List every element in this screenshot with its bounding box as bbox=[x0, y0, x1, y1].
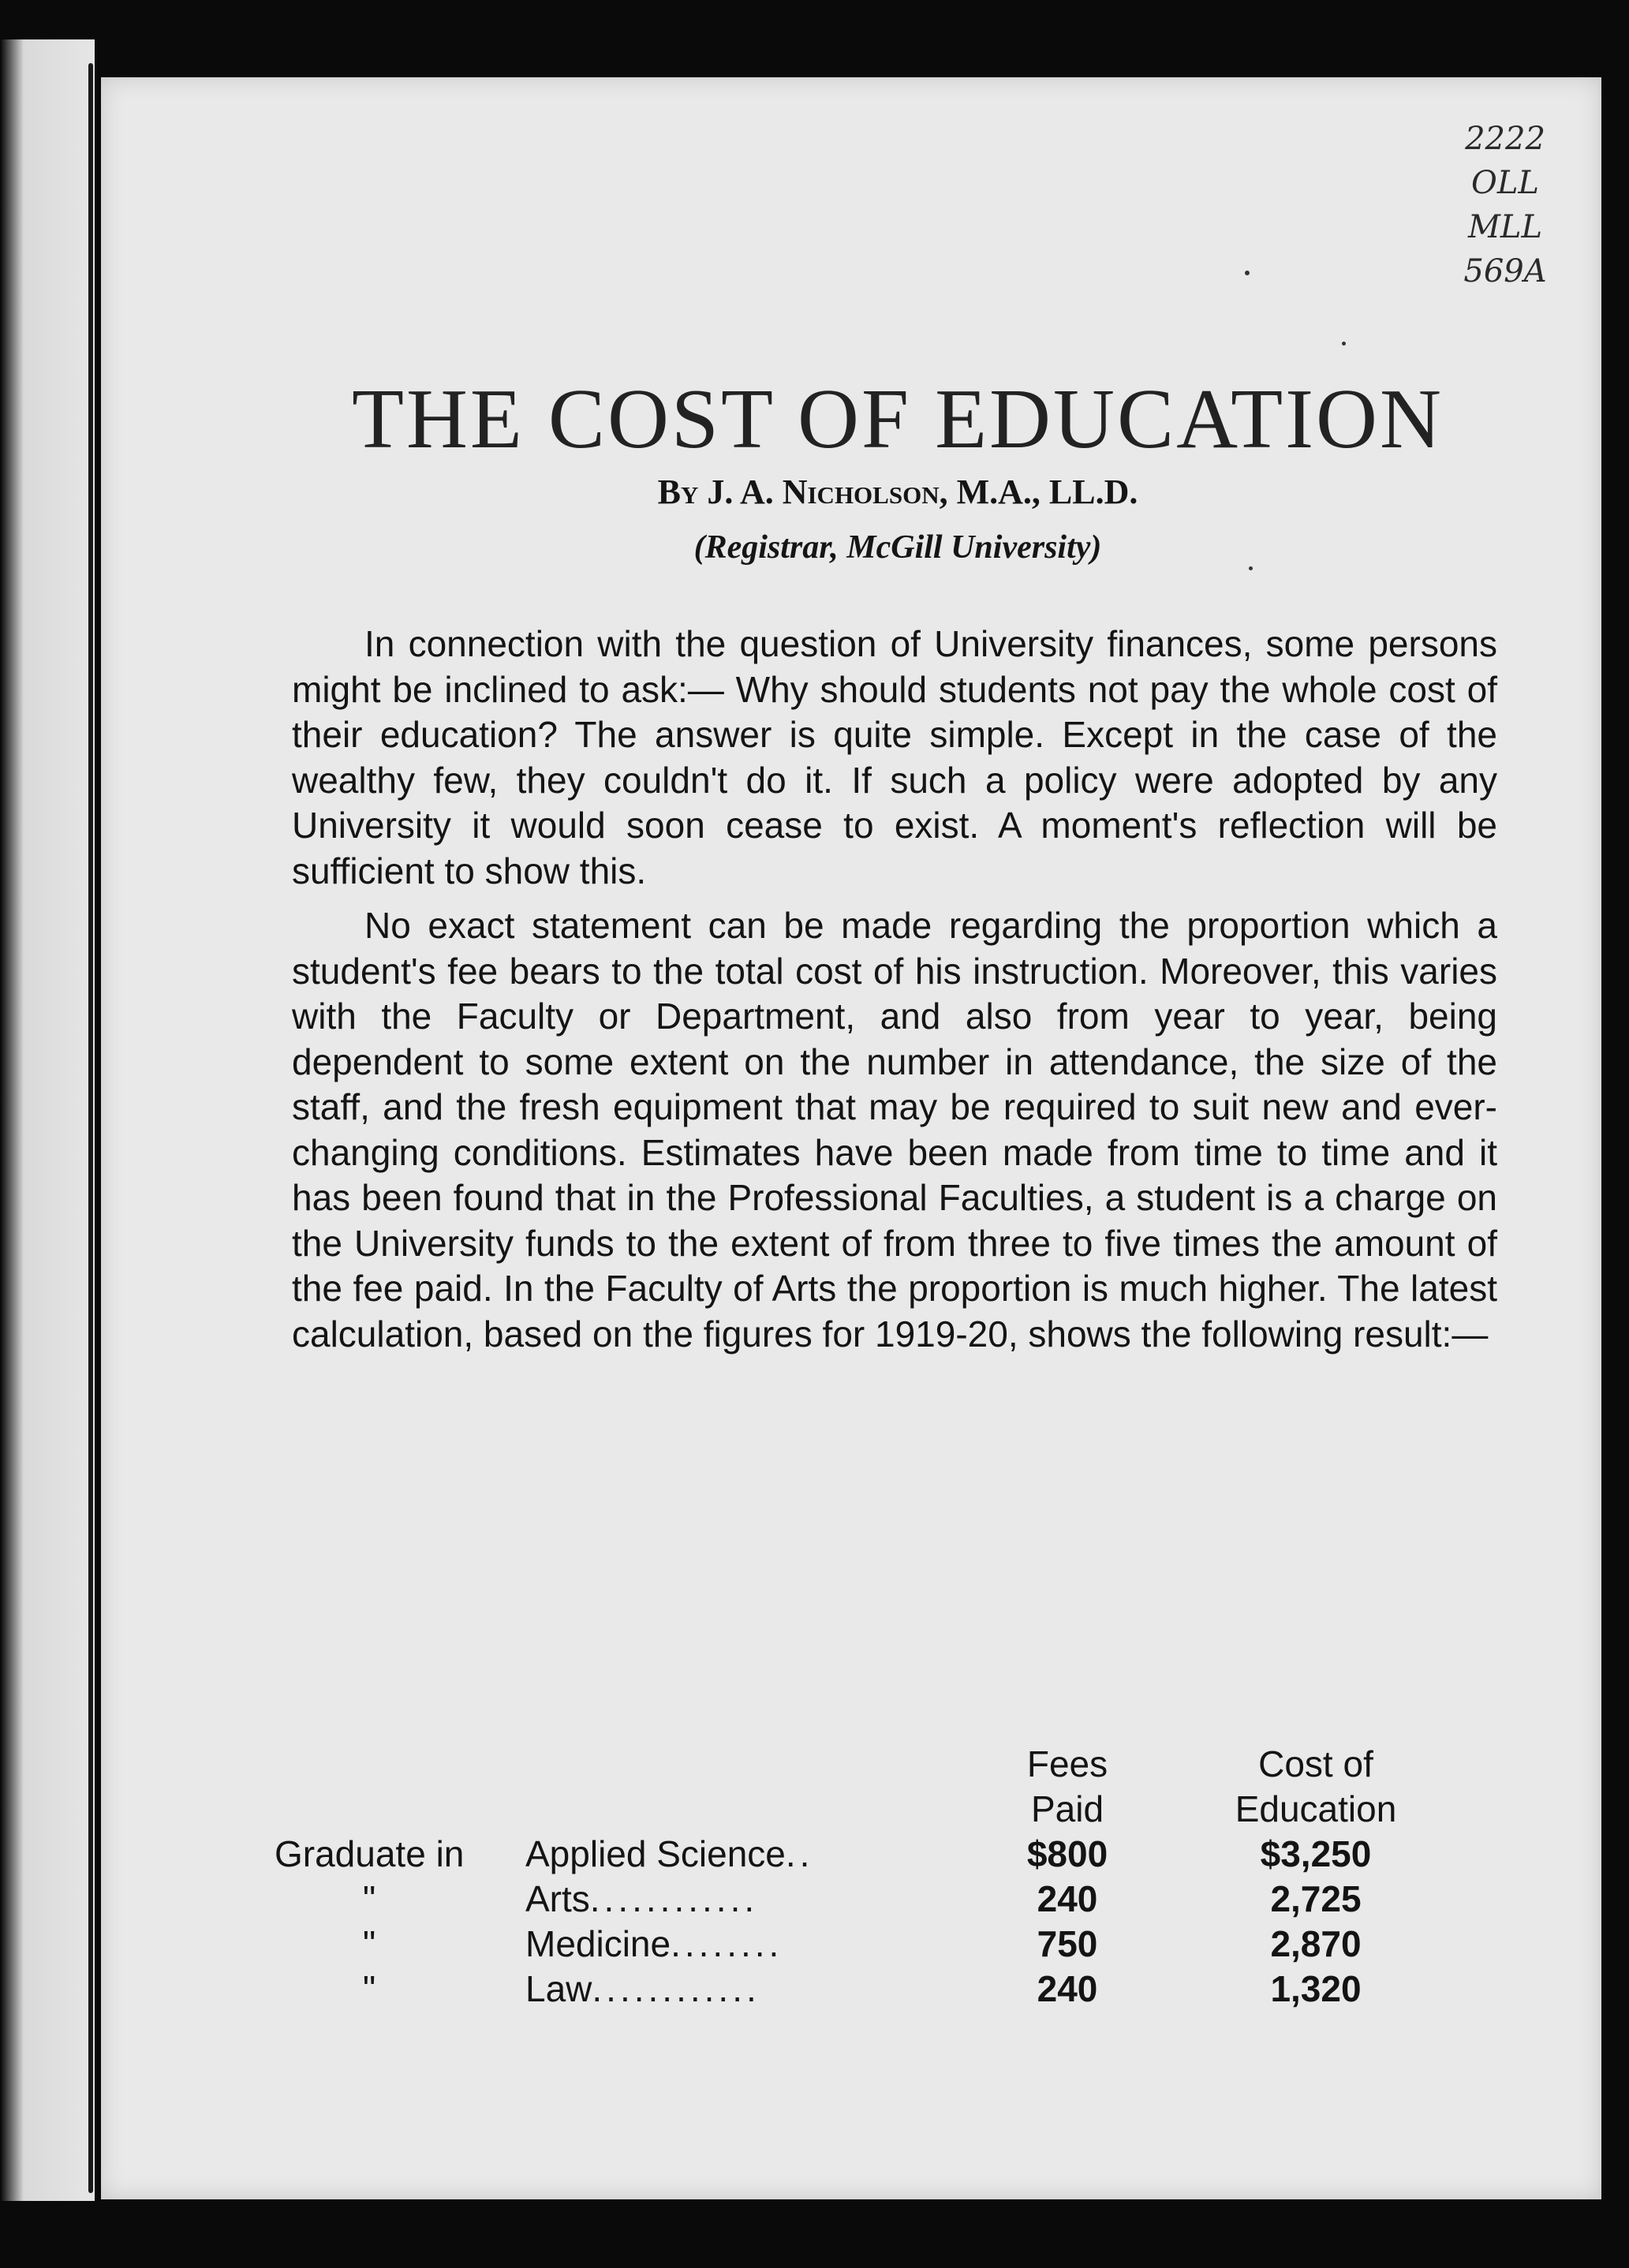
fees-value: 240 bbox=[1037, 1878, 1098, 1919]
annotation-line: 569A bbox=[1463, 253, 1547, 290]
ditto-mark: " bbox=[362, 1878, 376, 1919]
row-label bbox=[275, 1967, 1000, 2012]
table-row bbox=[275, 1967, 1505, 2012]
paragraph: In connection with the question of University finances, some persons might be inclined to ask:— Why should students not pay the whole cost of their education? The answer is quite simple. Except in the case of the wealthy few, they couldn't do it. If such a policy were adopted by any University it would soon cease to exist. A moment's reflection will be sufficient to show this. bbox=[292, 623, 1497, 891]
fees-value: 750 bbox=[1037, 1923, 1098, 1964]
faculty-name: Applied Science bbox=[525, 1833, 786, 1874]
cost-header: Cost of bbox=[1258, 1743, 1373, 1784]
cost-value: 2,870 bbox=[1270, 1923, 1362, 1964]
annotation-line: MLL bbox=[1467, 209, 1543, 245]
table-row bbox=[275, 1832, 1505, 1877]
author-name: J. A. Nicholson, bbox=[707, 473, 948, 511]
paragraph: No exact statement can be made regarding the proportion which a student's fee bears to the total cost of his instruction. Moreover, this varies with the Faculty or Department, and also from year to year, being dependent to some extent on the number in attendance, the size of the staff, and the fresh equipment that may be required to suit new and ever-changing conditions. Estimates have been made from time to time and it has been found that in the Professional Faculties, a student is a charge on the University funds to the extent of from three to five times the amount of the fee paid. In the Faculty of Arts the proportion is much higher. The latest calculation, based on the figures for 1919-20, shows the following result:— bbox=[292, 905, 1497, 1354]
leader-dots: ........ bbox=[671, 1923, 783, 1964]
annotation-line: 2222 bbox=[1465, 121, 1545, 157]
fees-value: 240 bbox=[1037, 1968, 1098, 2009]
dust-speck bbox=[1249, 566, 1253, 570]
row-label bbox=[275, 1922, 1000, 1967]
leader-dots: ............ bbox=[592, 1968, 760, 2009]
row-label bbox=[275, 1832, 1000, 1877]
dust-speck bbox=[1245, 271, 1250, 275]
adjacent-page-edge bbox=[0, 39, 95, 2201]
table-row bbox=[275, 1922, 1505, 1967]
row-prefix: Graduate in bbox=[275, 1833, 465, 1874]
byline-prefix: By bbox=[657, 473, 699, 511]
table-header-row-2 bbox=[275, 1787, 1505, 1832]
fees-header: Paid bbox=[1030, 1788, 1104, 1829]
leader-dots: .. bbox=[785, 1833, 814, 1874]
row-label bbox=[275, 1877, 1000, 1922]
author-affiliation: (Registrar, McGill University) bbox=[693, 529, 1102, 566]
fees-value: $800 bbox=[1026, 1833, 1108, 1874]
faculty-name: Arts bbox=[525, 1878, 590, 1919]
ditto-mark: " bbox=[362, 1968, 376, 2009]
faculty-name: Law bbox=[525, 1968, 592, 2009]
cost-header: Education bbox=[1235, 1788, 1397, 1829]
ditto-mark: " bbox=[362, 1923, 376, 1964]
faculty-name: Medicine bbox=[525, 1923, 671, 1964]
annotation-line: OLL bbox=[1471, 165, 1539, 201]
cost-value: 1,320 bbox=[1270, 1968, 1362, 2009]
article-body bbox=[292, 622, 1497, 1366]
article-title: THE COST OF EDUCATION bbox=[351, 372, 1444, 466]
table-row bbox=[275, 1877, 1505, 1922]
author-degrees: M.A., LL.D. bbox=[956, 473, 1138, 511]
fees-header: Fees bbox=[1026, 1743, 1108, 1784]
cost-value: $3,250 bbox=[1260, 1833, 1372, 1874]
byline bbox=[290, 472, 1505, 512]
dust-speck bbox=[1342, 342, 1346, 346]
binding-edge-line bbox=[88, 63, 93, 2193]
leader-dots: ............ bbox=[589, 1878, 759, 1919]
table-header-row-1 bbox=[275, 1742, 1505, 1787]
cost-value: 2,725 bbox=[1270, 1878, 1362, 1919]
handwritten-annotation bbox=[1410, 117, 1600, 293]
cost-table bbox=[275, 1742, 1505, 2012]
document-page bbox=[101, 77, 1601, 2199]
